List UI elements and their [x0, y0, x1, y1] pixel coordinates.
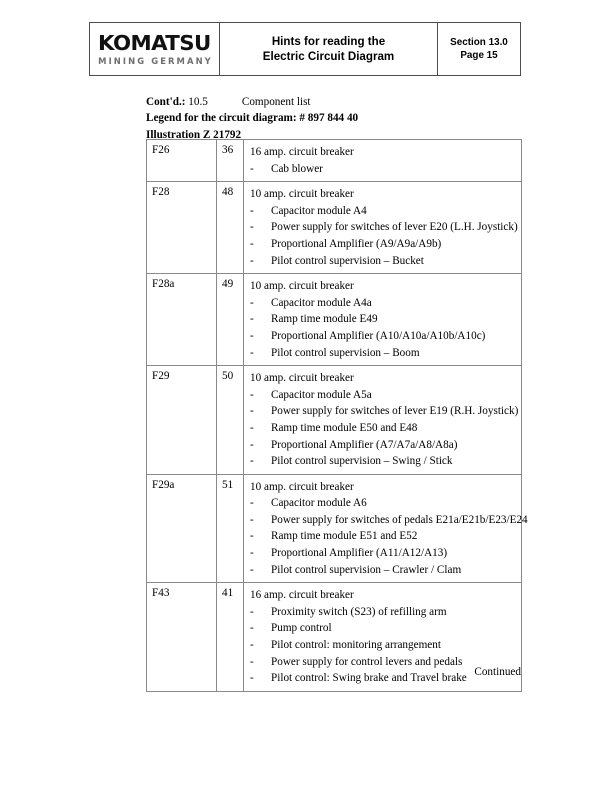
description-item-list — [244, 387, 521, 474]
list-item-text: Pilot control supervision – Boom — [271, 346, 420, 359]
bullet-dash-icon: - — [250, 204, 254, 217]
bullet-dash-icon: - — [250, 221, 254, 234]
section-number: Section 13.0 — [450, 37, 508, 48]
bullet-dash-icon: - — [250, 329, 254, 342]
bullet-dash-icon: - — [250, 421, 254, 434]
continued-number: 10.5 — [188, 96, 208, 108]
bullet-dash-icon: - — [250, 388, 254, 401]
subtitle-block — [146, 94, 526, 143]
cell-component-number — [217, 366, 244, 475]
bullet-dash-icon: - — [250, 455, 254, 468]
bullet-dash-icon: - — [250, 296, 254, 309]
table-row — [147, 182, 522, 274]
description-item-list — [244, 495, 528, 582]
list-item — [244, 328, 521, 345]
list-item — [244, 311, 521, 328]
list-item — [244, 236, 521, 253]
bullet-dash-icon: - — [250, 405, 254, 418]
list-item-text: Proportional Amplifier (A7/A7a/A8/A8a) — [271, 438, 458, 451]
list-item-text: Proportional Amplifier (A11/A12/A13) — [271, 547, 448, 560]
list-item — [244, 512, 528, 529]
bullet-dash-icon: - — [250, 346, 254, 359]
header-title-cell — [220, 23, 438, 75]
list-item-text: Ramp time module E50 and E48 — [271, 421, 418, 434]
list-item — [244, 219, 521, 236]
list-item-text: Capacitor module A6 — [271, 497, 367, 510]
bullet-dash-icon: - — [250, 530, 254, 543]
page-title-line-1: Hints for reading the — [271, 35, 386, 48]
list-item-text: Ramp time module E49 — [271, 313, 378, 326]
table-row — [147, 366, 522, 475]
header-logo-cell — [90, 23, 220, 75]
bullet-dash-icon: - — [250, 438, 254, 451]
list-item — [244, 453, 521, 474]
list-item-text: Capacitor module A5a — [271, 388, 372, 401]
component-number-text: 49 — [222, 278, 234, 291]
list-item-text: Pilot control: monitoring arrangement — [271, 639, 441, 652]
bullet-dash-icon: - — [250, 605, 254, 618]
komatsu-logo — [96, 30, 213, 67]
list-item-text: Cab blower — [271, 162, 323, 175]
bullet-dash-icon: - — [250, 639, 254, 652]
list-item-text: Pump control — [271, 622, 332, 635]
continued-label: Cont'd.: — [146, 96, 186, 108]
list-item — [244, 420, 521, 437]
component-id-text: F28a — [152, 278, 175, 291]
list-item — [244, 253, 521, 274]
komatsu-tagline: MINING GERMANY — [98, 56, 213, 67]
bullet-dash-icon: - — [250, 622, 254, 635]
list-item-text: Pilot control supervision – Bucket — [271, 254, 424, 267]
description-heading: 10 amp. circuit breaker — [250, 280, 354, 293]
footer-continued: Continued — [474, 666, 521, 678]
component-table-body — [147, 140, 528, 692]
list-item-text: Pilot control supervision – Swing / Stick — [271, 455, 453, 468]
component-number-text: 36 — [222, 144, 234, 156]
komatsu-brand-text: KOMATSU — [98, 30, 211, 55]
list-item — [244, 387, 521, 404]
list-item-text: Proximity switch (S23) of refilling arm — [271, 605, 447, 618]
komatsu-wordmark — [94, 30, 215, 55]
component-list-table — [146, 139, 528, 692]
component-number-text: 48 — [222, 186, 234, 199]
cell-component-description — [244, 182, 522, 274]
table-row — [147, 274, 522, 366]
description-item-list — [244, 295, 521, 365]
bullet-dash-icon: - — [250, 162, 254, 175]
description-item-list — [244, 203, 521, 273]
list-item-text: Power supply for switches of lever E20 (L.H. Joystick) — [271, 221, 518, 234]
bullet-dash-icon: - — [250, 237, 254, 250]
bullet-dash-icon: - — [250, 513, 254, 526]
cell-component-description — [244, 366, 522, 475]
page-number: Page 15 — [460, 50, 498, 61]
cell-component-description — [244, 140, 522, 182]
cell-component-number — [217, 182, 244, 274]
bullet-dash-icon: - — [250, 547, 254, 560]
list-item-text: Capacitor module A4 — [271, 204, 367, 217]
list-item-text: Proportional Amplifier (A9/A9a/A9b) — [271, 237, 442, 250]
list-item-text: Pilot control supervision – Crawler / Clam — [271, 563, 462, 576]
cell-component-description — [244, 274, 522, 366]
component-number-text: 41 — [222, 587, 234, 600]
list-item-text: Power supply for switches of lever E19 (R.H. Joystick) — [271, 405, 519, 418]
description-item-list — [244, 161, 521, 182]
header-section-cell — [438, 23, 520, 75]
list-item — [244, 637, 521, 654]
list-item-text: Ramp time module E51 and E52 — [271, 530, 418, 543]
legend-heading — [146, 110, 526, 126]
bullet-dash-icon: - — [250, 313, 254, 326]
list-item — [244, 295, 521, 312]
component-id-text: F43 — [152, 587, 170, 600]
cell-component-number — [217, 274, 244, 366]
table-row — [147, 474, 522, 583]
cell-component-id — [147, 474, 217, 583]
component-number-text: 50 — [222, 370, 234, 383]
bullet-dash-icon: - — [250, 672, 254, 685]
component-id-text: F28 — [152, 186, 170, 199]
illustration-text: Illustration Z 21792 — [146, 128, 242, 141]
list-item — [244, 203, 521, 220]
bullet-dash-icon: - — [250, 254, 254, 267]
description-heading: 10 amp. circuit breaker — [250, 372, 354, 385]
component-id-text: F29 — [152, 370, 170, 383]
list-item — [244, 437, 521, 454]
cell-component-description — [244, 474, 528, 583]
list-item-text: Proportional Amplifier (A10/A10a/A10b/A10c) — [271, 329, 486, 342]
continued-heading — [146, 94, 526, 110]
list-item — [244, 545, 521, 562]
list-item — [244, 345, 521, 366]
bullet-dash-icon: - — [250, 497, 254, 510]
list-item — [244, 528, 521, 545]
list-item — [244, 620, 521, 637]
bullet-dash-icon: - — [250, 655, 254, 668]
cell-component-id — [147, 274, 217, 366]
bullet-dash-icon: - — [250, 563, 254, 576]
component-id-text: F29a — [152, 478, 175, 491]
cell-component-id — [147, 366, 217, 475]
description-heading: 16 amp. circuit breaker — [250, 589, 354, 602]
description-heading: 10 amp. circuit breaker — [250, 480, 354, 493]
legend-text: Legend for the circuit diagram: # 897 844 40 — [146, 112, 359, 125]
list-item — [244, 403, 521, 420]
description-heading: 16 amp. circuit breaker — [250, 146, 354, 158]
description-heading: 10 amp. circuit breaker — [250, 188, 354, 201]
page-header — [89, 22, 521, 76]
continued-text: Component list — [241, 96, 311, 108]
list-item — [244, 604, 521, 621]
component-number-text: 51 — [222, 478, 234, 491]
cell-component-number — [217, 140, 244, 182]
page-title-line-2: Electric Circuit Diagram — [262, 50, 395, 63]
component-id-text: F26 — [152, 144, 170, 156]
list-item-text: Power supply for control levers and pedals — [271, 655, 463, 668]
list-item-text: Power supply for switches of pedals E21a/E21b/E23/E24 — [271, 513, 528, 526]
list-item — [244, 161, 521, 182]
list-item — [244, 495, 521, 512]
cell-component-id — [147, 182, 217, 274]
list-item-text: Capacitor module A4a — [271, 296, 372, 309]
cell-component-id — [147, 140, 217, 182]
list-item-text: Pilot control: Swing brake and Travel brake — [271, 672, 467, 685]
table-row — [147, 140, 522, 182]
list-item — [244, 562, 521, 583]
cell-component-number — [217, 474, 244, 583]
